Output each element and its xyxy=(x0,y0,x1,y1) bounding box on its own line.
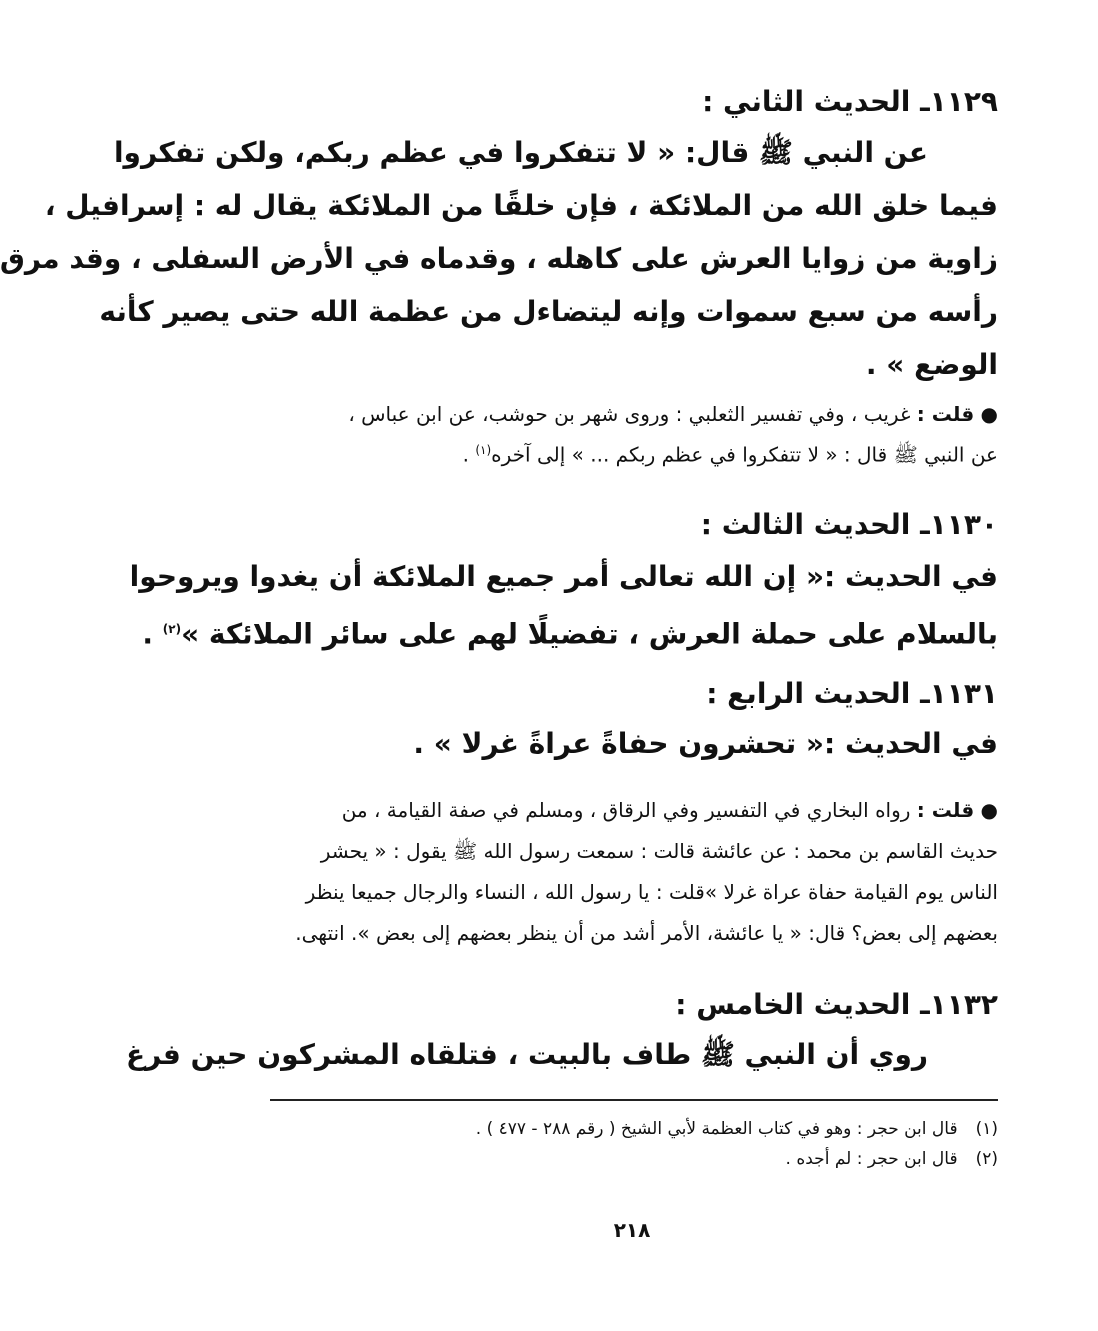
bullet-icon: ● xyxy=(980,402,998,426)
hadith-1129-heading: ١١٢٩ـ الحديث الثاني : xyxy=(702,85,998,118)
hadith-1129-comment xyxy=(268,396,998,473)
footnotes xyxy=(268,1114,998,1174)
footnote-2 xyxy=(268,1144,998,1174)
comment-lead: قلت : xyxy=(916,798,975,822)
hadith-1130-text xyxy=(129,550,998,660)
footnote-text: قال ابن حجر : وهو في كتاب العظمة لأبي الشيخ ( رقم ٢٨٨ - ٤٧٧ ) . xyxy=(475,1119,958,1139)
comment-line xyxy=(268,790,998,831)
hadith-1129-text xyxy=(0,126,998,391)
hadith-1132-text: روي أن النبي ﷺ طاف بالبيت ، فتلقاه المشركون حين فرغ xyxy=(126,1038,928,1071)
comment-text: غريب ، وفي تفسير الثعلبي : وروى شهر بن حوشب، عن ابن عباس ، xyxy=(348,402,911,426)
comment-line: حديث القاسم بن محمد : عن عائشة قالت : سمعت رسول الله ﷺ يقول : « يحشر xyxy=(320,839,998,863)
comment-line: بعضهم إلى بعض؟ قال: « يا عائشة، الأمر أشد من أن ينظر بعضهم إلى بعض ». انتهى. xyxy=(295,921,998,945)
comment-text: عن النبي ﷺ قال : « لا تتفكروا في عظم ربكم ... » إلى آخره xyxy=(491,442,998,467)
bullet-icon: ● xyxy=(980,798,998,822)
hadith-1130-line-end: . xyxy=(142,617,163,651)
hadith-1132-heading: ١١٣٢ـ الحديث الخامس : xyxy=(675,988,998,1021)
comment-line xyxy=(268,396,998,432)
hadith-1131-heading: ١١٣١ـ الحديث الرابع : xyxy=(706,677,998,710)
comment-line xyxy=(268,432,998,473)
hadith-1129-line: الوضع » . xyxy=(865,348,998,381)
comment-end: . xyxy=(462,442,476,467)
hadith-1130-heading: ١١٣٠ـ الحديث الثالث : xyxy=(700,508,998,541)
footnote-ref: (١) xyxy=(475,443,492,457)
footnote-text: قال ابن حجر : لم أجده . xyxy=(785,1149,958,1169)
hadith-1130-line xyxy=(142,603,998,660)
hadith-1131-comment xyxy=(268,790,998,954)
comment-text: رواه البخاري في التفسير وفي الرقاق ، ومسلم في صفة القيامة ، من xyxy=(341,798,911,822)
hadith-1129-line: عن النبي ﷺ قال: « لا تتفكروا في عظم ربكم، ولكن تفكروا xyxy=(113,136,928,169)
comment-lead: قلت : xyxy=(916,402,975,426)
hadith-1131-text: في الحديث :« تحشرون حفاةً عراةً غرلا » . xyxy=(413,727,998,760)
page-number: ٢١٨ xyxy=(613,1218,651,1242)
comment-line: الناس يوم القيامة حفاة عراة غرلا »قلت : يا رسول الله ، النساء والرجال جميعا ينظر xyxy=(305,880,998,904)
hadith-1130-line: في الحديث :« إن الله تعالى أمر جميع الملائكة أن يغدوا ويروحوا xyxy=(129,560,998,593)
footnote-number: (٢) xyxy=(975,1149,998,1169)
hadith-1129-line: فيما خلق الله من الملائكة ، فإن خلقًا من الملائكة يقال له : إسرافيل ، xyxy=(44,189,998,222)
footnote-divider xyxy=(270,1099,998,1101)
hadith-1129-line: زاوية من زوايا العرش على كاهله ، وقدماه في الأرض السفلى ، وقد مرق xyxy=(0,242,998,275)
footnote-1 xyxy=(268,1114,998,1144)
footnote-number: (١) xyxy=(975,1119,998,1139)
footnote-ref: (٢) xyxy=(162,622,182,636)
hadith-1129-line: رأسه من سبع سموات وإنه ليتضاءل من عظمة الله حتى يصير كأنه xyxy=(99,295,998,328)
hadith-1130-line-text: بالسلام على حملة العرش ، تفضيلًا لهم على سائر الملائكة » xyxy=(181,617,998,651)
